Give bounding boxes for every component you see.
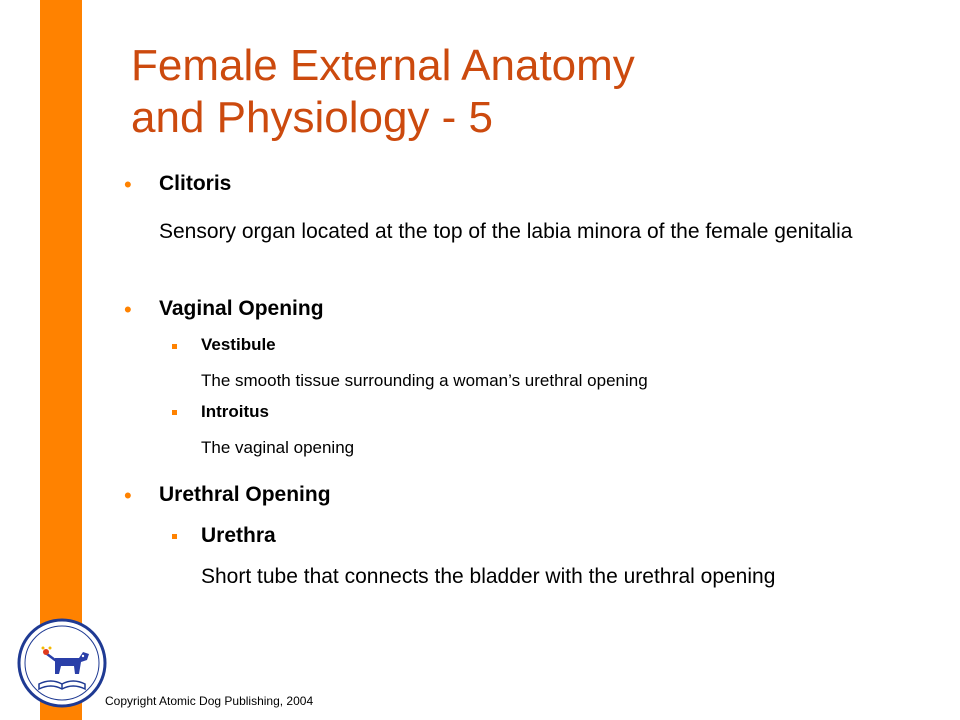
sub-bullet-square [172, 410, 177, 415]
copyright-text: Copyright Atomic Dog Publishing, 2004 [105, 694, 314, 708]
sub-heading-vestibule: Vestibule [201, 335, 276, 354]
sub-bullet-square [172, 344, 177, 349]
title-line-1: Female External Anatomy [131, 41, 635, 90]
title-line-2: and Physiology - 5 [131, 93, 493, 142]
bullet-heading-clitoris: Clitoris [159, 172, 232, 195]
bullet-heading-vaginal-opening: Vaginal Opening [159, 297, 324, 320]
sub-heading-introitus: Introitus [201, 402, 269, 421]
sub-heading-urethra: Urethra [201, 524, 276, 547]
bullet-text-clitoris: Sensory organ located at the top of the labia minora of the female genitalia [159, 220, 853, 243]
sub-bullet-square [172, 534, 177, 539]
sub-text-vestibule: The smooth tissue surrounding a woman’s urethral opening [201, 371, 648, 390]
atomic-dog-logo [17, 618, 107, 708]
bullet-dot: • [124, 297, 132, 322]
sub-text-introitus: The vaginal opening [201, 438, 355, 457]
sub-text-urethra: Short tube that connects the bladder with the urethral opening [201, 565, 776, 588]
bullet-dot: • [124, 483, 132, 508]
bullet-dot: • [124, 172, 132, 197]
bullet-heading-urethral-opening: Urethral Opening [159, 483, 331, 506]
